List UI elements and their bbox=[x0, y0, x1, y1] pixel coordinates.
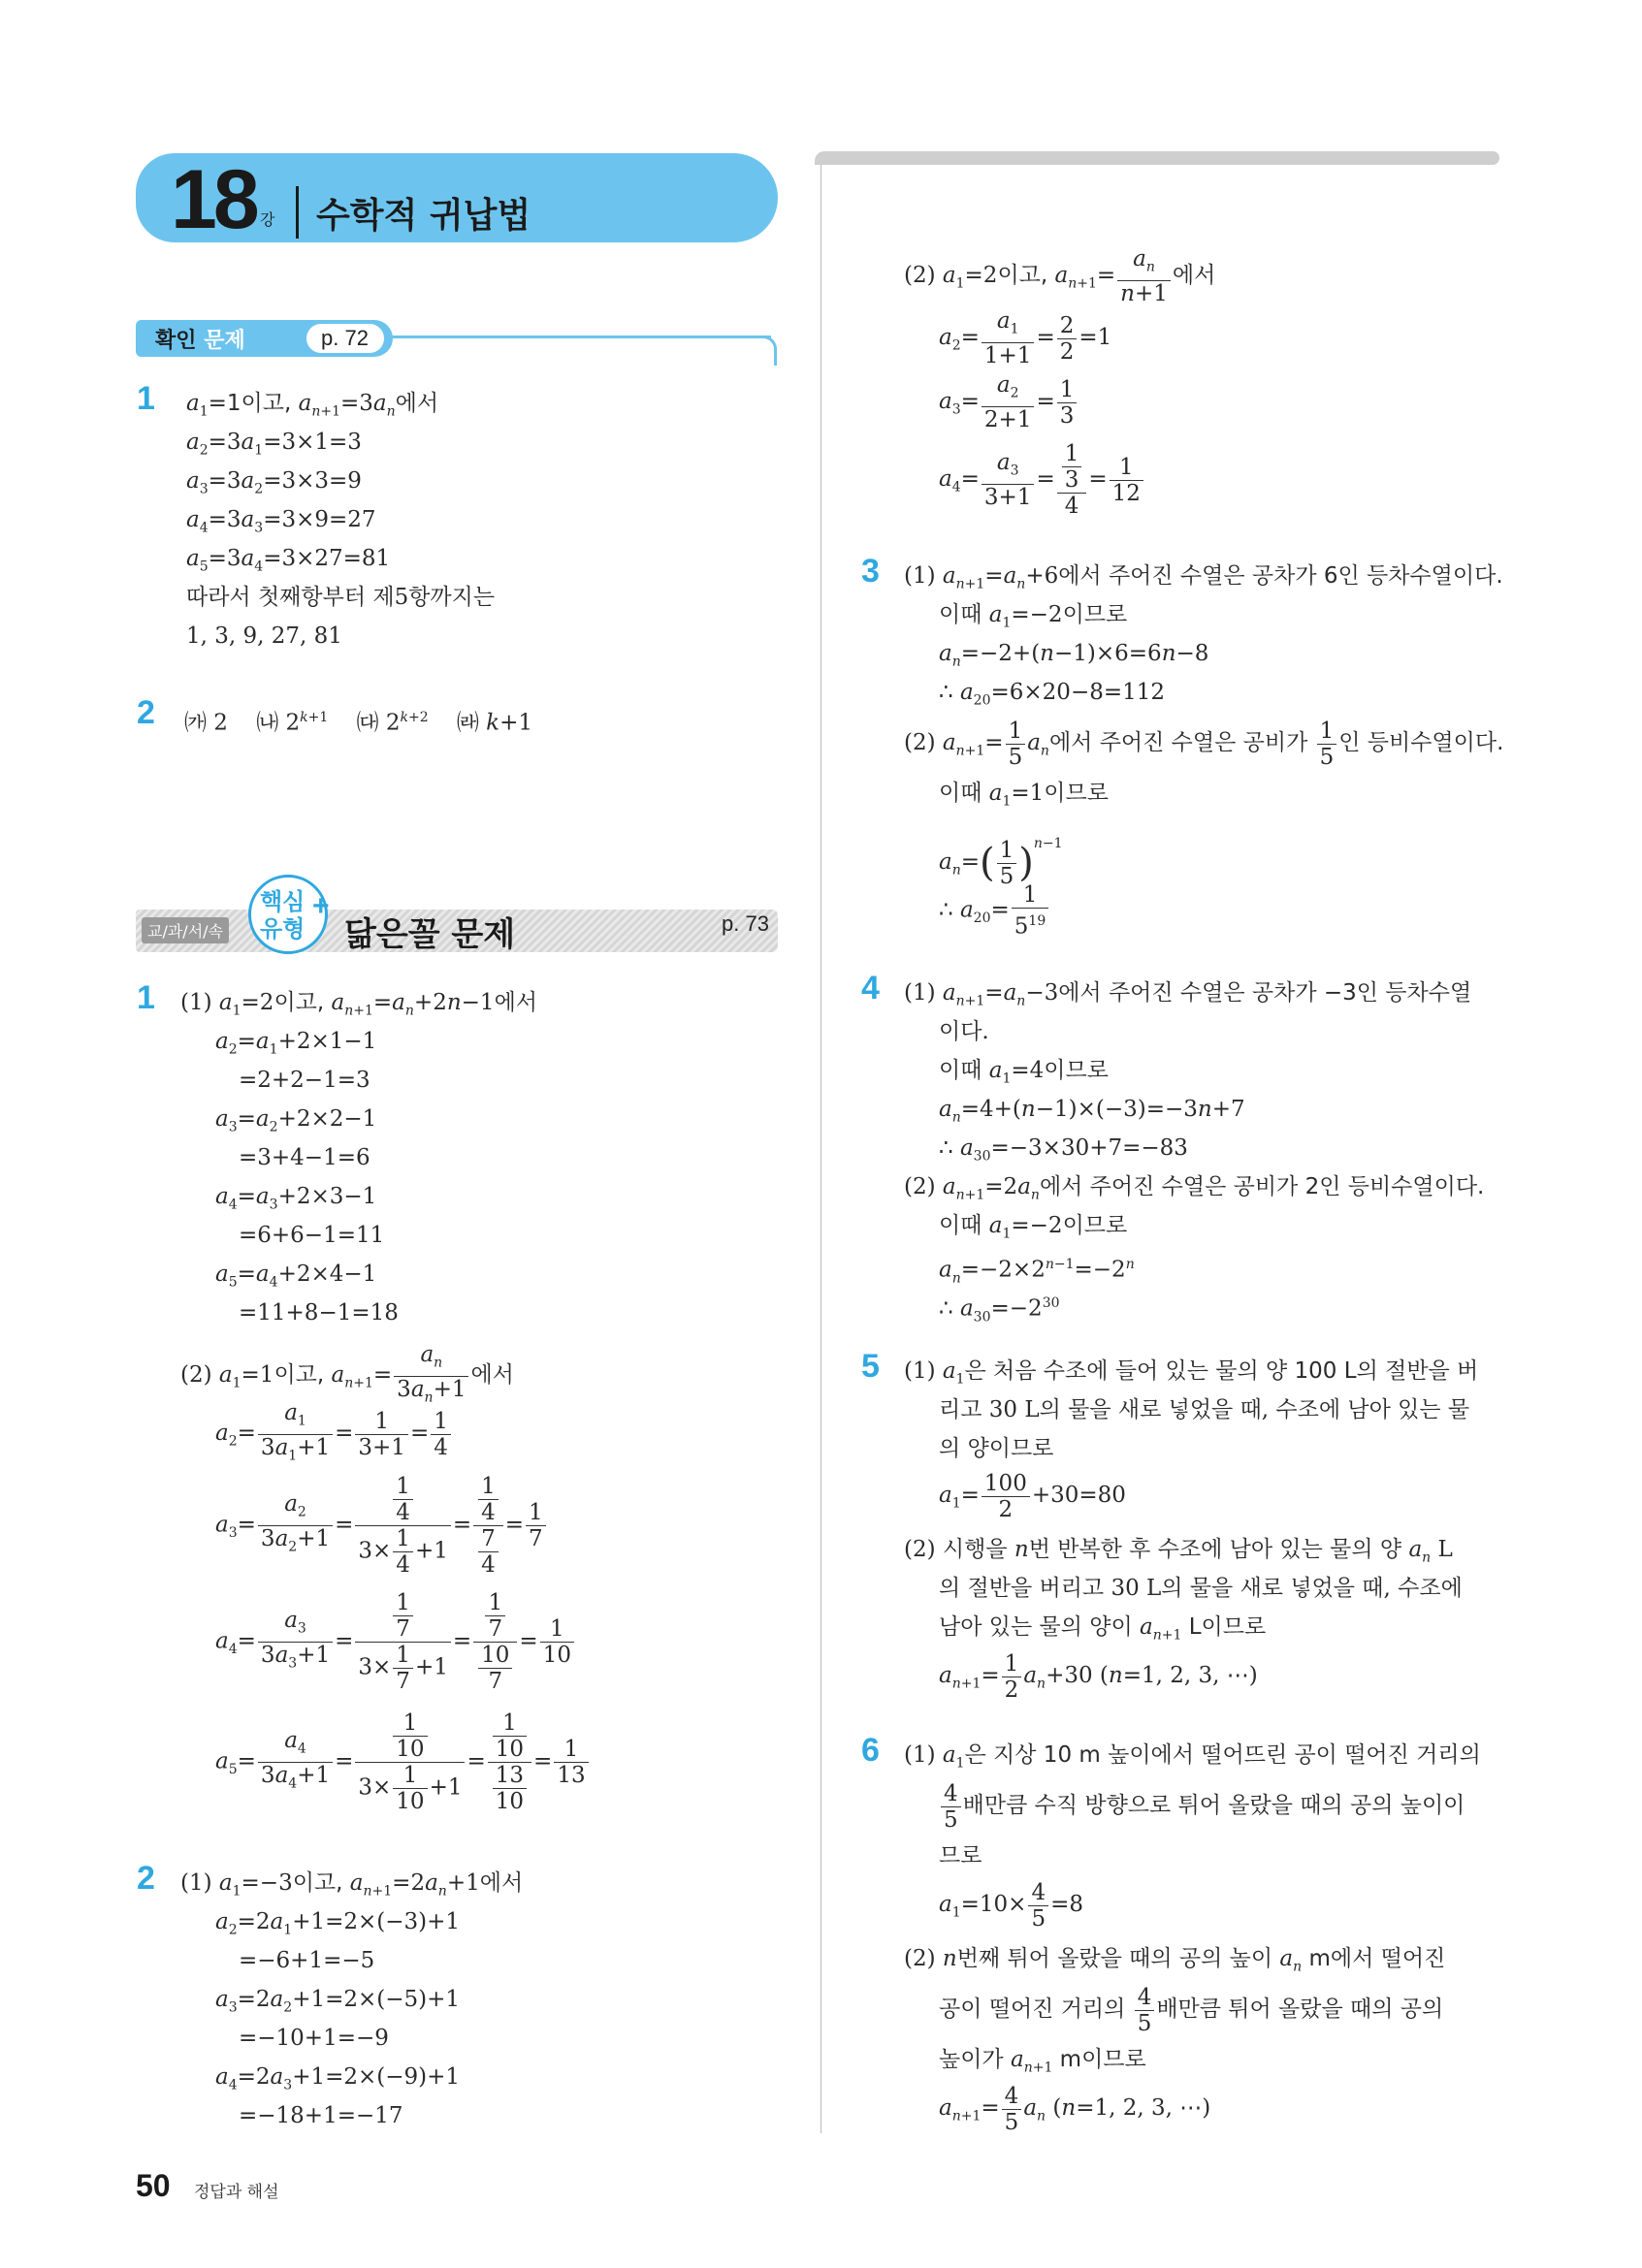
r-p3-1-line1: (1) $a_{n+1}=a_n+6$에서 주어진 수열은 공차가 6인 등차수열이다. bbox=[904, 563, 1503, 592]
r-p2-2-line1: (2) $a_1=2$이고, $a_{n+1}=$ $\frac{a_n}{n+1}$ 에서 bbox=[904, 246, 1216, 306]
r-p4-1-line4: $a_n=4+(n-1)\times(-3)=-3n+7$ bbox=[939, 1097, 1245, 1126]
core-p2-line6: $a_4=2a_3+1=2\times(-9)+1$ bbox=[215, 2064, 461, 2093]
r-p6-number: 6 bbox=[861, 1732, 880, 1769]
r-p6-1-text-b: 배만큼 수직 방향으로 튀어 올랐을 때의 공의 높이이 bbox=[962, 1793, 1465, 1818]
r-p6-2-line1: (2) n번째 튀어 올랐을 때의 공의 높이 $a_n$ m에서 떨어진 bbox=[904, 1946, 1446, 1975]
r-p5-2-line1: (2) 시행을 n번 반복한 후 수조에 남아 있는 물의 양 $a_n$ L bbox=[904, 1537, 1453, 1566]
r-p4-1-text: 에서 주어진 수열은 공차가 −3인 등차수열 bbox=[1058, 980, 1472, 1006]
core-p2-number: 2 bbox=[137, 1860, 155, 1897]
r-p6-2-text-f: m이므로 bbox=[1059, 2047, 1146, 2072]
core-p1-number: 1 bbox=[137, 979, 155, 1016]
r-p6-2-text-c: 공이 떨어진 거리의 bbox=[939, 1996, 1126, 2022]
core-p2-line4: $a_3=2a_2+1=2\times(-5)+1$ bbox=[215, 1987, 461, 2016]
check-label-curve bbox=[751, 335, 777, 366]
banner-divider bbox=[296, 186, 299, 239]
r-p3-1-line3: $a_n=-2+(n-1)\times 6=6n-8$ bbox=[939, 641, 1209, 670]
r-p4-1-line5: ∴ $a_{30}=-3\times 30+7=-83$ bbox=[939, 1135, 1188, 1165]
r-p6-2-text-b: m에서 떨어진 bbox=[1308, 1946, 1446, 1971]
r-p3-2-text: 에서 주어진 수열은 공비가 bbox=[1048, 730, 1308, 755]
core-p1-1-line3: =2+2−1=3 bbox=[239, 1068, 370, 1093]
r-p6-2-text-e: 높이가 bbox=[939, 2047, 1004, 2072]
r-p5-2-line3: 남아 있는 물의 양이 $a_{n+1}$ L이므로 bbox=[939, 1614, 1267, 1644]
core-badge-top: 핵심 bbox=[260, 888, 306, 915]
r-p3-number: 3 bbox=[861, 553, 880, 590]
r-p6-2-text-d: 배만큼 튀어 올랐을 때의 공의 bbox=[1156, 1996, 1444, 2022]
r-p4-2-line3: $a_n=-2\times 2^{n-1}=-2^n$ bbox=[939, 1257, 1135, 1287]
check-p2-line: ㈎ 2 ㈏ $2^{k+1}$ ㈐ $2^{k+2}$ ㈑ k+1 bbox=[184, 710, 533, 736]
r-p6-1-line4: $a_1=10\times$ $\frac{4}{5}$ =8 bbox=[939, 1879, 1083, 1932]
r-p5-1-line2: 리고 30 L의 물을 새로 넣었을 때, 수조에 남아 있는 물 bbox=[939, 1397, 1470, 1422]
core-p2-line3: =−6+1=−5 bbox=[239, 1948, 375, 1973]
r-p3-1-because: 이므로 bbox=[1062, 602, 1128, 627]
footer-label: 정답과 해설 bbox=[194, 2183, 279, 2202]
check-p2-item-a: ㈎ 2 bbox=[184, 710, 228, 736]
core-p1-2-line1: (2) $a_1=1$이고, $a_{n+1}=$ $\frac{a_n}{3a_n+1}$ 에서 bbox=[180, 1342, 514, 1406]
footer-page-number: 50 bbox=[136, 2168, 171, 2203]
check-p1-line5: $a_5=3a_4=3\times 27=81$ bbox=[186, 546, 391, 575]
r-p4-2-text: 에서 주어진 수열은 공비가 2인 등비수열이다. bbox=[1039, 1174, 1485, 1199]
check-label bbox=[155, 324, 245, 354]
check-p1-line1: $a_1=1$이고, $a_{n+1}=3a_n$에서 bbox=[186, 391, 439, 420]
r-p5-2-text-c: 남아 있는 물의 양이 bbox=[939, 1614, 1133, 1640]
r-p6-2-line4: $a_{n+1}=$ $\frac{4}{5}$ $a_n$ (n=1, 2, 3, ⋯) bbox=[939, 2083, 1211, 2135]
check-p2-item-c: ㈐ 2 bbox=[356, 710, 401, 736]
core-p2-line1: (1) $a_1=-3$이고, $a_{n+1}=2a_n+1$에서 bbox=[180, 1870, 524, 1900]
core-title: 닮은꼴 문제 bbox=[344, 915, 516, 954]
check-p2-number: 2 bbox=[137, 694, 155, 731]
core-plus-icon: + bbox=[312, 890, 330, 922]
r-p5-2-text-d: L이므로 bbox=[1188, 1614, 1267, 1640]
check-p1-text-a: 1이고, bbox=[226, 391, 299, 416]
r-p3-2-line3: $a_n=$( $\frac{1}{5}$ )$^{n-1}$ bbox=[939, 836, 1063, 889]
core-tag: 교/과/서/속 bbox=[142, 917, 229, 943]
r-p6-1-text-a: 은 지상 10 m 높이에서 떨어뜨린 공이 떨어진 거리의 bbox=[964, 1742, 1481, 1768]
lesson-suffix: 강 bbox=[260, 210, 275, 229]
check-label-line bbox=[378, 335, 771, 338]
r-p3-1-text: 에서 주어진 수열은 공차가 6인 등차수열이다. bbox=[1058, 563, 1503, 589]
page-title: 수학적 귀납법 bbox=[316, 196, 531, 236]
r-p5-1-line3: 의 양이므로 bbox=[939, 1436, 1054, 1461]
r-p3-1-line2: 이때 $a_1=-2$이므로 bbox=[939, 602, 1128, 631]
r-p5-number: 5 bbox=[861, 1348, 880, 1385]
core-p1-1-line2: $a_2=a_1+2\times 1-1$ bbox=[215, 1029, 377, 1058]
r-p4-2-line2: 이때 $a_1=-2$이므로 bbox=[939, 1213, 1128, 1242]
core-p1-1-line6: $a_4=a_3+2\times 3-1$ bbox=[215, 1184, 377, 1213]
check-p2-item-b: ㈏ 2 bbox=[256, 710, 301, 736]
check-p1-conclusion-1: 따라서 첫째항부터 제5항까지는 bbox=[186, 585, 496, 610]
r-p4-2-line1: (2) $a_{n+1}=2a_n$에서 주어진 수열은 공비가 2인 등비수열이다. bbox=[904, 1174, 1485, 1203]
r-p2-2-a3: $a_3=$ $\frac{a_2}{2+1}$ = $\frac{1}{3}$ bbox=[939, 372, 1079, 439]
core-p2-line7: =−18+1=−17 bbox=[239, 2103, 403, 2128]
r-p4-1-line1: (1) $a_{n+1}=a_n-3$에서 주어진 수열은 공차가 −3인 등차수열 bbox=[904, 980, 1472, 1009]
r-p5-1-text-a: 은 처음 수조에 들어 있는 물의 양 100 L의 절반을 버 bbox=[964, 1358, 1479, 1384]
r-p3-1-line4: ∴ $a_{20}=6\times 20-8=112$ bbox=[939, 680, 1166, 709]
check-p1-conclusion-2: 1, 3, 9, 27, 81 bbox=[186, 623, 342, 649]
core-p1-2-a3: $a_3=$ $\frac{a_2}{3a_2+1}$ = $\frac{1}{4}$ 3× $\frac{1}{4}$ +1 = $\frac{\frac{1}{4}}{\frac{7}{4}}$ = $\frac{1}{7}$ bbox=[215, 1474, 548, 1578]
core-p1-2-a5: $a_5=$ $\frac{a_4}{3a_4+1}$ = $\frac{1}{10}$ 3× $\frac{1}{10}$ +1 = $\frac{\frac{1}{10}}{\frac{13}{10}}$ = $\frac{1}{13}$ bbox=[215, 1710, 591, 1814]
r-p5-2-text-b: 번 반복한 후 수조에 남아 있는 물의 양 bbox=[1028, 1537, 1402, 1562]
check-p1-text-b: 에서 bbox=[395, 391, 439, 416]
core-p1-2-a2: $a_2=$ $\frac{a_1}{3a_1+1}$ = $\frac{1}{3+1}$ = $\frac{1}{4}$ bbox=[215, 1400, 453, 1471]
check-p1-number: 1 bbox=[137, 380, 155, 417]
r-p6-2-line3: 높이가 $a_{n+1}$ m이므로 bbox=[939, 2047, 1146, 2076]
r-p5-2-line4: $a_{n+1}=$ $\frac{1}{2}$ $a_n+30$ (n=1, 2, 3, ⋯) bbox=[939, 1650, 1258, 1703]
core-p1-1-line7: =6+6−1=11 bbox=[239, 1223, 385, 1248]
right-top-bar bbox=[815, 151, 1499, 165]
r-p5-2-line2: 의 절반을 버리고 30 L의 물을 새로 넣었을 때, 수조에 bbox=[939, 1576, 1463, 1601]
r-p3-2-line2: 이때 $a_1=1$이므로 bbox=[939, 781, 1109, 810]
core-p2-line2: $a_2=2a_1+1=2\times(-3)+1$ bbox=[215, 1909, 461, 1938]
r-p5-1-line1: (1) $a_1$은 처음 수조에 들어 있는 물의 양 100 L의 절반을 버 bbox=[904, 1358, 1479, 1388]
r-p5-2-text-a: 시행을 bbox=[942, 1537, 1008, 1562]
check-p1-line4: $a_4=3a_3=3\times 9=27$ bbox=[186, 507, 376, 536]
check-p1-line2: $a_2=3a_1=3\times 1=3$ bbox=[186, 430, 362, 459]
r-p5-1-line4: $a_1=$ $\frac{100}{2}$ +30=80 bbox=[939, 1470, 1126, 1522]
r-p6-2-line2: 공이 떨어진 거리의 $\frac{4}{5}$ 배만큼 튀어 올랐을 때의 공의 bbox=[939, 1984, 1444, 2036]
r-p3-2-line1: (2) $a_{n+1}=$ $\frac{1}{5}$ $a_n$에서 주어진 수열은 공비가 $\frac{1}{5}$ 인 등비수열이다. bbox=[904, 718, 1504, 770]
core-p1-1-line9: =11+8−1=18 bbox=[239, 1300, 399, 1326]
check-label-b: 문제 bbox=[204, 329, 245, 353]
r-p2-2-a4: $a_4=$ $\frac{a_3}{3+1}$ = $\frac{\frac{1}{3}}{4}$ = $\frac{1}{12}$ bbox=[939, 438, 1145, 528]
check-page: p. 72 bbox=[321, 326, 369, 350]
r-p3-2-text-b: 인 등비수열이다. bbox=[1338, 730, 1504, 755]
check-p1-line3: $a_3=3a_2=3\times 3=9$ bbox=[186, 468, 362, 497]
r-p3-1-when: 이때 bbox=[939, 602, 982, 627]
r-p6-1-line2: $\frac{4}{5}$ 배만큼 수직 방향으로 튀어 올랐을 때의 공의 높이이 bbox=[939, 1778, 1465, 1833]
core-p1-2-a4: $a_4=$ $\frac{a_3}{3a_3+1}$ = $\frac{1}{7}$ 3× $\frac{1}{7}$ +1 = $\frac{\frac{1}{7}}{\frac{10}{7}}$ = $\frac{1}{10}$ bbox=[215, 1590, 576, 1694]
core-p2-line5: =−10+1=−9 bbox=[239, 2026, 389, 2051]
r-p4-number: 4 bbox=[861, 970, 880, 1006]
check-label-a: 확인 bbox=[155, 329, 197, 353]
r-p6-1-line3: 므로 bbox=[939, 1843, 982, 1869]
r-p3-2-line4: ∴ $a_{20}=$ $\frac{1}{5^{19}}$ bbox=[939, 882, 1050, 945]
r-p2-2-a2: $a_2=$ $\frac{a_1}{1+1}$ = $\frac{2}{2}$ =1 bbox=[939, 308, 1112, 368]
core-p1-1-line8: $a_5=a_4+2\times 4-1$ bbox=[215, 1262, 377, 1291]
r-p4-2-line4: ∴ $a_{30}=-2^{30}$ bbox=[939, 1295, 1060, 1326]
r-p6-2-text-a: 번째 튀어 올랐을 때의 공의 높이 bbox=[956, 1946, 1273, 1971]
lesson-number: 18 bbox=[171, 153, 256, 246]
core-badge-bottom: 유형 bbox=[260, 915, 306, 942]
core-page: p. 73 bbox=[722, 911, 769, 936]
r-p6-1-line1: (1) $a_1$은 지상 10 m 높이에서 떨어뜨린 공이 떨어진 거리의 bbox=[904, 1742, 1481, 1772]
core-p1-1-line5: =3+4−1=6 bbox=[239, 1145, 370, 1170]
core-p1-1-line4: $a_3=a_2+2\times 2-1$ bbox=[215, 1106, 377, 1135]
check-p2-item-d: ㈑ bbox=[456, 710, 479, 736]
r-p4-1-line3: 이때 $a_1=4$이므로 bbox=[939, 1058, 1109, 1087]
core-p1-1-line1: (1) $a_1=2$이고, $a_{n+1}=a_n+2n-1$에서 bbox=[180, 990, 537, 1019]
r-p4-1-line2: 이다. bbox=[939, 1019, 989, 1044]
